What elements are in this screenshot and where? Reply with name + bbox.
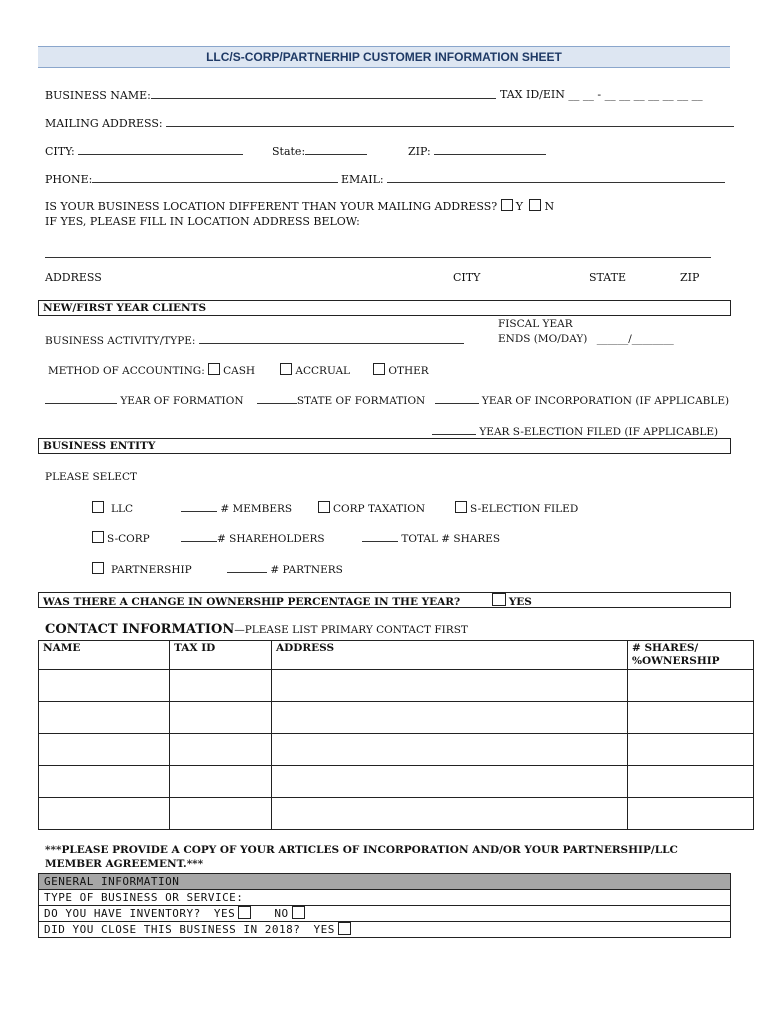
address-cell[interactable] — [272, 766, 628, 798]
members-field[interactable] — [181, 501, 217, 512]
table-row — [39, 670, 754, 702]
location-question — [45, 199, 554, 213]
location-question-text: IS YOUR BUSINESS LOCATION DIFFERENT THAN YOUR MAILING ADDRESS? — [45, 200, 498, 213]
scorp-row — [92, 531, 150, 545]
col-address: ADDRESS — [272, 641, 628, 670]
ownership-change-yes-checkbox[interactable] — [492, 593, 506, 606]
table-row — [39, 766, 754, 798]
state-label: State: — [272, 145, 306, 158]
inventory-question: DO YOU HAVE INVENTORY? — [44, 907, 201, 920]
total-shares-field[interactable] — [362, 531, 398, 542]
business-entity-header: BUSINESS ENTITY — [38, 438, 731, 454]
partnership-row — [92, 562, 192, 576]
shares-cell[interactable] — [628, 766, 754, 798]
zip-field[interactable] — [434, 144, 546, 155]
shareholders-field[interactable] — [181, 531, 217, 542]
name-cell[interactable] — [39, 766, 170, 798]
please-select-label: PLEASE SELECT — [45, 471, 138, 483]
tax-id-cell[interactable] — [170, 798, 272, 830]
accrual-checkbox[interactable] — [280, 363, 292, 375]
s-election-field[interactable] — [432, 424, 476, 435]
col-shares-line2: %OWNERSHIP — [632, 655, 720, 667]
partners-label: # PARTNERS — [270, 564, 343, 576]
scorp-checkbox[interactable] — [92, 531, 104, 543]
shares-cell[interactable] — [628, 734, 754, 766]
business-name-field[interactable] — [151, 88, 496, 99]
business-type-field[interactable] — [39, 890, 731, 906]
col-shares — [628, 641, 754, 670]
mailing-label: MAILING ADDRESS: — [45, 117, 163, 130]
activity-row — [45, 333, 464, 347]
email-label: EMAIL: — [341, 173, 384, 186]
inventory-yes-checkbox[interactable] — [238, 906, 251, 919]
general-info-table — [38, 873, 731, 938]
tax-id-field[interactable]: __ __ - __ __ __ __ __ __ __ — [568, 88, 703, 101]
fiscal-year-field[interactable]: ______/________ — [596, 333, 674, 345]
location-fill-note: IF YES, PLEASE FILL IN LOCATION ADDRESS BELOW: — [45, 215, 360, 228]
table-row — [39, 734, 754, 766]
location-no-checkbox[interactable] — [529, 199, 541, 211]
location-state-label: STATE — [589, 271, 626, 284]
general-closed-row — [39, 922, 731, 938]
location-yes-label: Y — [515, 200, 523, 213]
business-name-row — [45, 88, 496, 102]
s-filed-label: S-ELECTION FILED — [470, 503, 579, 515]
members-row — [181, 501, 292, 515]
inventory-no-label: NO — [274, 907, 289, 920]
closed-yes-label: YES — [313, 923, 335, 936]
other-label: OTHER — [388, 365, 429, 377]
total-shares-label: TOTAL # SHARES — [401, 533, 501, 545]
email-field[interactable] — [387, 172, 725, 183]
year-formation-label: YEAR OF FORMATION — [120, 395, 244, 407]
name-cell[interactable] — [39, 670, 170, 702]
other-checkbox[interactable] — [373, 363, 385, 375]
ownership-change-yes-label: YES — [508, 596, 532, 608]
llc-row — [92, 501, 133, 515]
state-field[interactable] — [305, 144, 367, 155]
articles-note: ***PLEASE PROVIDE A COPY OF YOUR ARTICLES OF INCORPORATION AND/OR YOUR PARTNERSHIP/LLC MEMBER AGREEMENT.*** — [45, 844, 678, 870]
col-shares-line1: # SHARES/ — [632, 642, 699, 654]
year-incorp-field[interactable] — [435, 393, 479, 404]
col-tax-id: TAX ID — [170, 641, 272, 670]
col-name: NAME — [39, 641, 170, 670]
phone-field[interactable] — [92, 172, 338, 183]
state-formation-field[interactable] — [257, 393, 297, 404]
location-zip-label: ZIP — [680, 271, 700, 284]
mailing-field[interactable] — [166, 116, 734, 127]
partnership-label: PARTNERSHIP — [111, 564, 192, 576]
new-clients-header: NEW/FIRST YEAR CLIENTS — [38, 300, 731, 316]
tax-id-label: TAX ID/EIN — [500, 88, 565, 101]
activity-label: BUSINESS ACTIVITY/TYPE: — [45, 335, 196, 347]
corp-tax-row — [318, 501, 425, 515]
activity-field[interactable] — [199, 333, 464, 344]
year-formation-field[interactable] — [45, 393, 117, 404]
cash-checkbox[interactable] — [208, 363, 220, 375]
contact-heading: CONTACT INFORMATION — [45, 622, 235, 637]
shares-cell[interactable] — [628, 702, 754, 734]
tax-id-cell[interactable] — [170, 766, 272, 798]
address-cell[interactable] — [272, 734, 628, 766]
contact-table-header — [39, 641, 754, 670]
ownership-change-box — [38, 592, 731, 608]
contact-heading-row — [45, 622, 468, 637]
city-field[interactable] — [78, 144, 243, 155]
business-name-label: BUSINESS NAME: — [45, 89, 151, 102]
general-info-header-row — [39, 874, 731, 890]
location-address-label: ADDRESS — [45, 271, 102, 284]
email-row — [341, 172, 725, 186]
tax-id-cell[interactable] — [170, 702, 272, 734]
mailing-row — [45, 116, 734, 130]
corp-tax-checkbox[interactable] — [318, 501, 330, 513]
name-cell[interactable] — [39, 798, 170, 830]
location-address-field[interactable] — [45, 245, 711, 258]
phone-label: PHONE: — [45, 173, 93, 186]
general-inventory-row — [39, 906, 731, 922]
closed-yes-checkbox[interactable] — [338, 922, 351, 935]
tax-id-row — [500, 88, 703, 101]
members-label: # MEMBERS — [220, 503, 293, 515]
method-row — [48, 363, 429, 377]
business-type-label: TYPE OF BUSINESS OR SERVICE: — [44, 891, 244, 904]
contact-table — [38, 640, 754, 830]
formation-row — [45, 393, 729, 407]
shareholders-label: # SHAREHOLDERS — [217, 533, 325, 545]
partnership-checkbox[interactable] — [92, 562, 104, 574]
s-filed-checkbox[interactable] — [455, 501, 467, 513]
table-row — [39, 798, 754, 830]
inventory-yes-label: YES — [213, 907, 236, 920]
partners-row — [227, 562, 343, 576]
state-formation-label: STATE OF FORMATION — [296, 395, 426, 407]
address-cell[interactable] — [272, 702, 628, 734]
state-row — [272, 144, 367, 158]
fiscal-year-row — [498, 333, 674, 345]
zip-row — [408, 144, 546, 158]
tax-id-cell[interactable] — [170, 734, 272, 766]
general-info-header: GENERAL INFORMATION — [39, 874, 731, 890]
general-type-row — [39, 890, 731, 906]
form-title: LLC/S-CORP/PARTNERHIP CUSTOMER INFORMATION SHEET — [38, 46, 730, 68]
name-cell[interactable] — [39, 702, 170, 734]
location-no-label: N — [544, 200, 555, 213]
table-row — [39, 702, 754, 734]
city-label: CITY: — [45, 145, 75, 158]
llc-label: LLC — [111, 503, 133, 515]
corp-tax-label: CORP TAXATION — [333, 503, 426, 515]
s-filed-row — [455, 501, 578, 515]
scorp-label: S-CORP — [107, 533, 150, 545]
zip-label: ZIP: — [408, 145, 431, 158]
location-city-label: CITY — [453, 271, 481, 284]
closed-question: DID YOU CLOSE THIS BUSINESS IN 2018? — [44, 923, 301, 936]
total-shares-row — [362, 531, 500, 545]
shareholders-row — [181, 531, 325, 545]
partners-field[interactable] — [227, 562, 267, 573]
s-election-row — [432, 424, 718, 438]
name-cell[interactable] — [39, 734, 170, 766]
address-cell[interactable] — [272, 670, 628, 702]
fiscal-year-ends-label: ENDS (MO/DAY) — [498, 333, 588, 345]
cash-label: CASH — [223, 365, 256, 377]
ownership-change-question: WAS THERE A CHANGE IN OWNERSHIP PERCENTAGE IN THE YEAR? — [43, 596, 461, 608]
phone-row — [45, 172, 338, 186]
method-label: METHOD OF ACCOUNTING: — [48, 365, 205, 377]
s-election-label: YEAR S-ELECTION FILED (IF APPLICABLE) — [479, 426, 719, 438]
llc-checkbox[interactable] — [92, 501, 104, 513]
address-cell[interactable] — [272, 798, 628, 830]
location-yes-checkbox[interactable] — [501, 199, 513, 211]
city-row — [45, 144, 243, 158]
contact-subheading: —PLEASE LIST PRIMARY CONTACT FIRST — [234, 624, 468, 636]
shares-cell[interactable] — [628, 670, 754, 702]
closed-cell — [39, 922, 731, 938]
shares-cell[interactable] — [628, 798, 754, 830]
inventory-cell — [39, 906, 731, 922]
inventory-no-checkbox[interactable] — [292, 906, 305, 919]
tax-id-cell[interactable] — [170, 670, 272, 702]
year-incorp-label: YEAR OF INCORPORATION (IF APPLICABLE) — [481, 395, 730, 407]
fiscal-year-label: FISCAL YEAR — [498, 318, 573, 330]
accrual-label: ACCRUAL — [295, 365, 351, 377]
